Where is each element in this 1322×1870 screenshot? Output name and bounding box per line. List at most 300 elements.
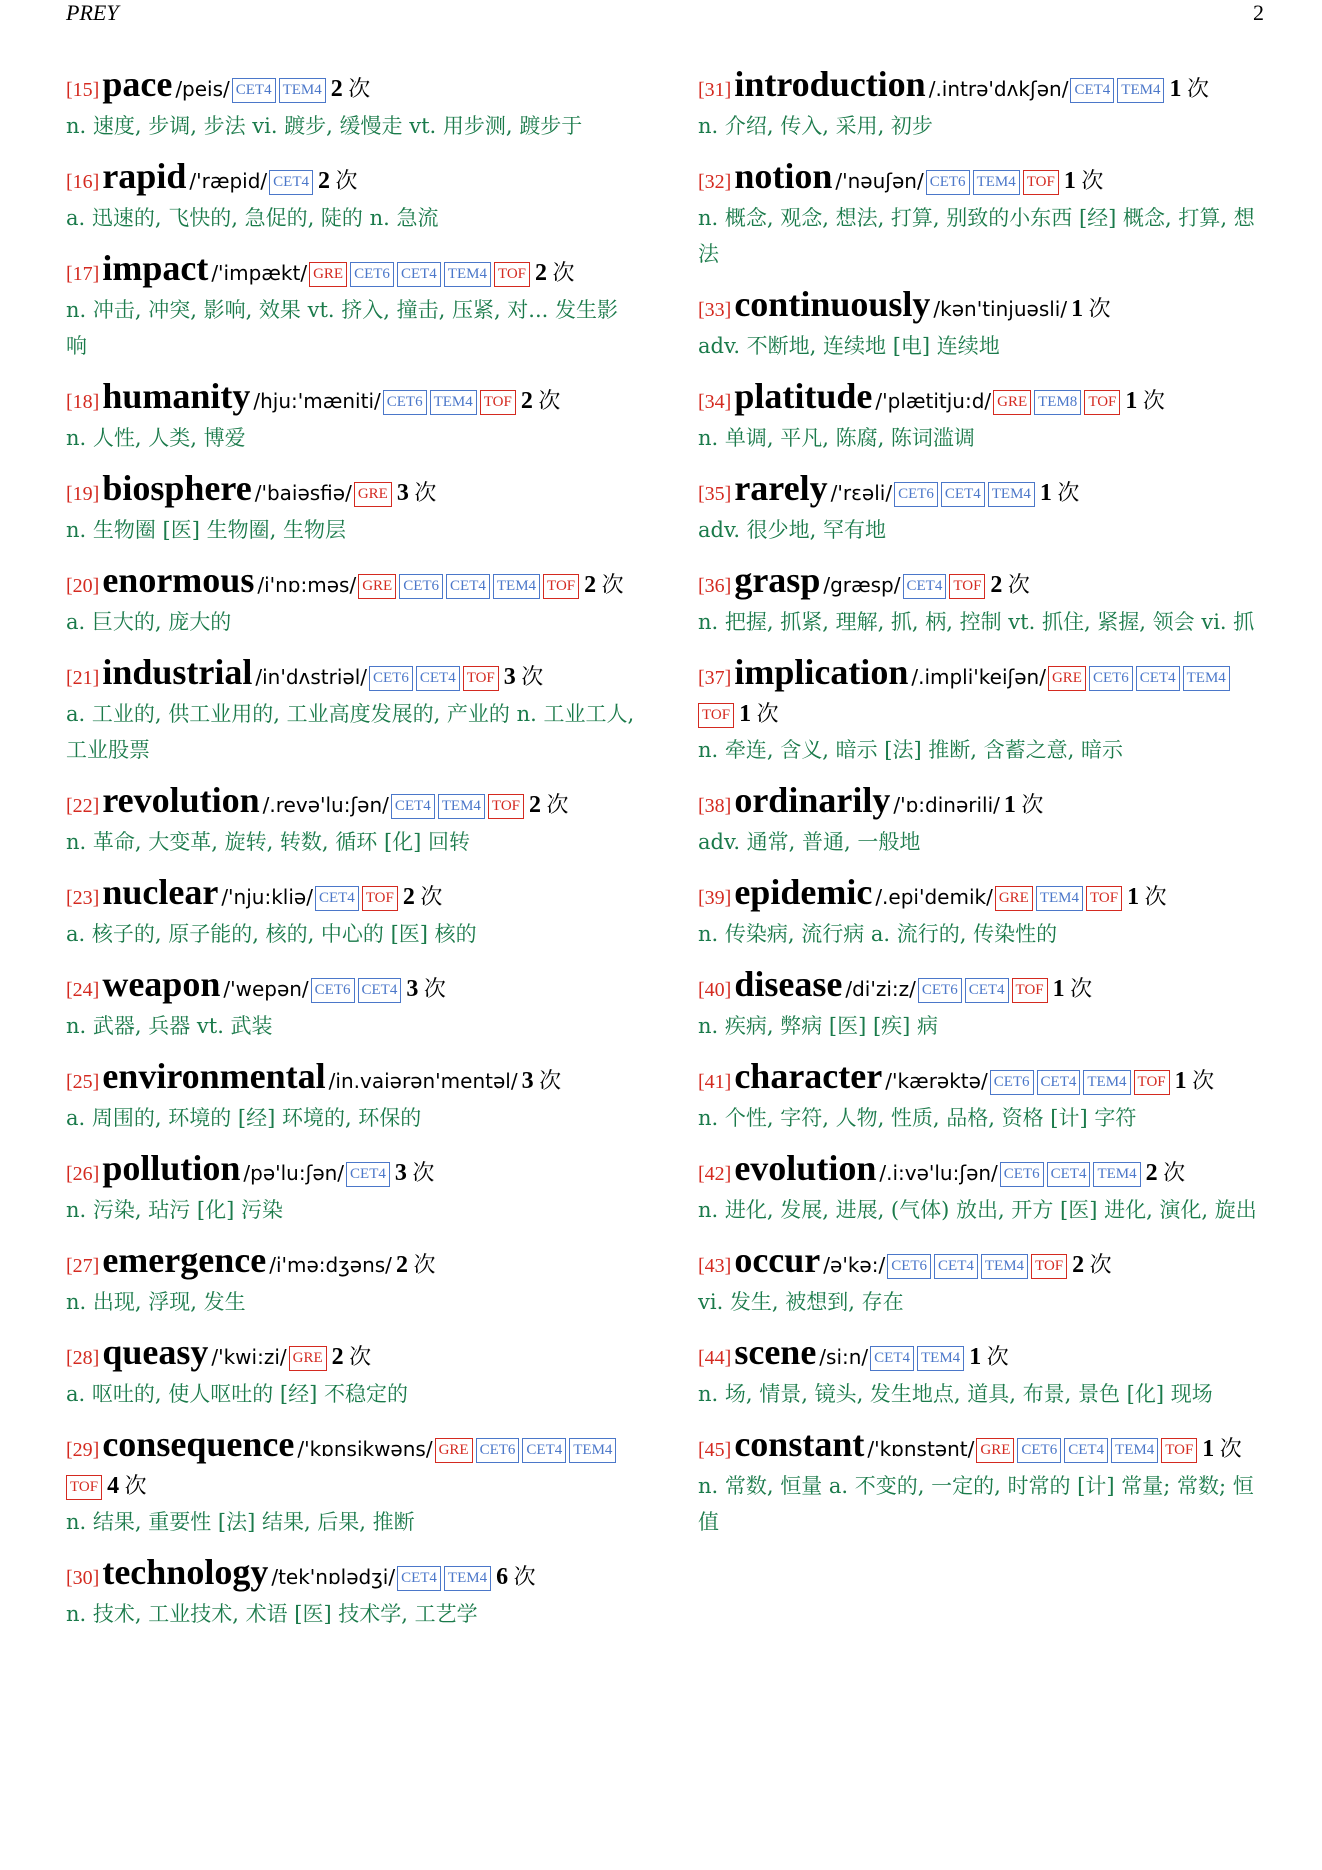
occurrence-count: [331, 76, 371, 101]
exam-tag-badge: CET6: [383, 390, 427, 415]
exam-tag-badge: TOF: [1084, 390, 1120, 415]
exam-tag-badge: TOF: [488, 794, 524, 819]
occurrence-number: 2: [520, 388, 533, 414]
pronunciation: /tek'nɒlədʒi/: [271, 1565, 396, 1589]
occurrence-unit: 次: [521, 664, 544, 689]
dictionary-entry: [698, 1058, 1270, 1136]
occurrence-number: 1: [1003, 792, 1016, 818]
entry-index: [20]: [66, 575, 100, 597]
dictionary-entry: [66, 1058, 638, 1136]
exam-tag-badge: CET6: [311, 978, 355, 1003]
headword: environmental: [102, 1056, 326, 1096]
occurrence-number: 2: [395, 1252, 408, 1278]
occurrence-unit: 次: [1057, 480, 1080, 505]
pronunciation: /i'mə:dʒəns/: [269, 1253, 392, 1277]
occurrence-number: 2: [535, 260, 548, 286]
exam-tag-badge: GRE: [995, 886, 1033, 911]
headword: ordinarily: [734, 780, 891, 820]
dictionary-entry: [698, 378, 1270, 456]
entry-index: [24]: [66, 979, 100, 1001]
dictionary-entry: [698, 66, 1270, 144]
exam-tag-badge: TEM4: [1183, 666, 1230, 691]
pronunciation: /'rɛəli/: [830, 481, 893, 505]
dictionary-entry: [698, 966, 1270, 1044]
entry-index: [30]: [66, 1567, 100, 1589]
entry-index: [15]: [66, 79, 100, 101]
exam-tag-badge: CET6: [926, 170, 970, 195]
exam-tag-badge: CET4: [934, 1254, 978, 1279]
entry-index: [40]: [698, 979, 732, 1001]
exam-tag-badge: TEM4: [438, 794, 485, 819]
occurrence-count: [1040, 480, 1080, 505]
exam-tag-badge: TEM4: [430, 390, 477, 415]
dictionary-entry: [66, 1242, 638, 1320]
pronunciation: /.i:və'lu:ʃən/: [879, 1161, 998, 1185]
pronunciation: /'kɒnstənt/: [867, 1437, 975, 1461]
entry-headline: [66, 66, 638, 108]
entry-headline: [698, 1150, 1270, 1192]
entry-headline: [698, 782, 1270, 824]
entry-index: [28]: [66, 1347, 100, 1369]
pronunciation: /pə'lu:ʃən/: [243, 1161, 345, 1185]
exam-tag-badge: CET4: [391, 794, 435, 819]
exam-tag-badge: CET4: [903, 574, 947, 599]
exam-tag-badge: TOF: [1134, 1070, 1170, 1095]
occurrence-number: 1: [1174, 1068, 1187, 1094]
occurrence-count: [1125, 388, 1165, 413]
occurrence-unit: 次: [552, 260, 575, 285]
definition: n. 概念, 观念, 想法, 打算, 别致的小东西 [经] 概念, 打算, 想法: [698, 206, 1255, 266]
entry-headline: [698, 1242, 1270, 1284]
definition: n. 进化, 发展, 进展, (气体) 放出, 开方 [医] 进化, 演化, 旋出: [698, 1198, 1257, 1222]
entry-headline: [698, 470, 1270, 512]
exam-tag-badge: TEM4: [1083, 1070, 1130, 1095]
occurrence-count: [521, 388, 561, 413]
headword: constant: [734, 1424, 865, 1464]
dictionary-entry: [66, 562, 638, 640]
exam-tag-badge: GRE: [976, 1438, 1014, 1463]
entry-headline: [698, 1334, 1270, 1376]
occurrence-unit: 次: [1070, 976, 1093, 1001]
entry-headline: [66, 562, 638, 604]
dictionary-entry: [698, 1334, 1270, 1412]
definition: n. 疾病, 弊病 [医] [疾] 病: [698, 1014, 939, 1038]
definition: a. 核子的, 原子能的, 核的, 中心的 [医] 核的: [66, 922, 477, 946]
occurrence-count: [107, 1473, 147, 1498]
occurrence-number: 6: [496, 1564, 509, 1590]
exam-tag-badge: CET4: [1070, 78, 1114, 103]
definition: n. 人性, 人类, 博爱: [66, 426, 246, 450]
exam-tag-badge: CET4: [446, 574, 490, 599]
exam-tag-badge: CET6: [1017, 1438, 1061, 1463]
definition: a. 工业的, 供工业用的, 工业高度发展的, 产业的 n. 工业工人, 工业股票: [66, 702, 635, 762]
occurrence-number: 1: [1052, 976, 1065, 1002]
document-title: PREY: [66, 0, 119, 25]
occurrence-count: [403, 884, 443, 909]
occurrence-number: 1: [1202, 1436, 1215, 1462]
entry-index: [43]: [698, 1255, 732, 1277]
definition: a. 呕吐的, 使人呕吐的 [经] 不稳定的: [66, 1382, 408, 1406]
entry-headline: [698, 1058, 1270, 1100]
definition: a. 迅速的, 飞快的, 急促的, 陡的 n. 急流: [66, 206, 439, 230]
occurrence-unit: 次: [414, 480, 437, 505]
exam-tag-badge: TEM4: [988, 482, 1035, 507]
exam-tag-badge: TOF: [698, 703, 734, 728]
page-header: [66, 0, 1264, 30]
occurrence-unit: 次: [349, 1344, 372, 1369]
definition: n. 单调, 平凡, 陈腐, 陈词滥调: [698, 426, 975, 450]
headword: humanity: [102, 376, 251, 416]
occurrence-number: 2: [584, 572, 597, 598]
pronunciation: /'kɒnsikwəns/: [297, 1437, 433, 1461]
exam-tag-badge: CET6: [887, 1254, 931, 1279]
occurrence-number: 1: [739, 701, 752, 727]
entry-headline: [698, 158, 1270, 200]
occurrence-unit: 次: [539, 1068, 562, 1093]
occurrence-count: [1146, 1160, 1186, 1185]
exam-tag-badge: CET4: [397, 1566, 441, 1591]
pronunciation: /græsp/: [823, 573, 901, 597]
occurrence-unit: 次: [348, 76, 371, 101]
exam-tag-badge: CET4: [416, 666, 460, 691]
exam-tag-badge: TEM4: [1111, 1438, 1158, 1463]
left-column: [66, 66, 638, 1646]
pronunciation: /si:n/: [819, 1345, 869, 1369]
entry-headline: [66, 158, 638, 200]
headword: enormous: [102, 560, 255, 600]
entry-headline: [698, 66, 1270, 108]
entry-headline: [66, 470, 638, 512]
headword: grasp: [734, 560, 821, 600]
entry-index: [37]: [698, 667, 732, 689]
exam-tag-badge: CET6: [1089, 666, 1133, 691]
headword: scene: [734, 1332, 817, 1372]
occurrence-number: 2: [318, 168, 330, 194]
entry-headline: [66, 874, 638, 916]
entry-index: [18]: [66, 391, 100, 413]
headword: implication: [734, 652, 909, 692]
exam-tag-badge: CET4: [941, 482, 985, 507]
exam-tag-badge: CET6: [990, 1070, 1034, 1095]
entry-index: [32]: [698, 171, 732, 193]
entry-index: [34]: [698, 391, 732, 413]
pronunciation: /ə'kə:/: [823, 1253, 886, 1277]
exam-tag-badge: CET4: [346, 1162, 390, 1187]
headword: disease: [734, 964, 843, 1004]
occurrence-unit: 次: [1144, 884, 1167, 909]
pronunciation: /'baiəsfiə/: [254, 481, 352, 505]
pronunciation: /'plætitju:d/: [875, 389, 992, 413]
dictionary-entry: [66, 158, 638, 236]
exam-tag-badge: GRE: [358, 574, 396, 599]
pronunciation: /di'zi:z/: [845, 977, 916, 1001]
dictionary-entry: [698, 286, 1270, 364]
occurrence-count: [1175, 1068, 1215, 1093]
occurrence-number: 3: [394, 1160, 407, 1186]
occurrence-number: 2: [529, 792, 541, 818]
pronunciation: /peis/: [175, 77, 230, 101]
occurrence-number: 1: [969, 1344, 982, 1370]
dictionary-entry: [66, 1426, 638, 1540]
dictionary-entry: [66, 1150, 638, 1228]
occurrence-count: [504, 664, 544, 689]
exam-tag-badge: TEM4: [981, 1254, 1028, 1279]
dictionary-entry: [66, 782, 638, 860]
occurrence-number: 3: [503, 664, 516, 690]
entry-headline: [66, 1334, 638, 1376]
headword: pace: [102, 64, 173, 104]
entry-index: [22]: [66, 795, 100, 817]
exam-tag-badge: TOF: [362, 886, 398, 911]
headword: emergence: [102, 1240, 267, 1280]
occurrence-unit: 次: [546, 792, 569, 817]
occurrence-number: 1: [1039, 480, 1052, 506]
definition: n. 冲击, 冲突, 影响, 效果 vt. 挤入, 撞击, 压紧, 对... 发生影响: [66, 298, 619, 358]
occurrence-count: [1127, 884, 1167, 909]
occurrence-unit: 次: [1219, 1436, 1242, 1461]
occurrence-count: [1004, 792, 1044, 817]
occurrence-number: 1: [1071, 296, 1084, 322]
entry-headline: [698, 966, 1270, 1008]
dictionary-entry: [698, 158, 1270, 272]
exam-tag-badge: CET4: [522, 1438, 566, 1463]
entry-index: [41]: [698, 1071, 732, 1093]
definition: n. 常数, 恒量 a. 不变的, 一定的, 时常的 [计] 常量; 常数; 恒值: [698, 1474, 1254, 1534]
dictionary-entry: [698, 1150, 1270, 1228]
entry-index: [16]: [66, 171, 100, 193]
exam-tag-badge: CET6: [476, 1438, 520, 1463]
occurrence-count: [1202, 1436, 1242, 1461]
dictionary-entry: [698, 654, 1270, 768]
pronunciation: /'ræpid/: [189, 169, 268, 193]
dictionary-entry: [698, 470, 1270, 548]
entry-index: [45]: [698, 1439, 732, 1461]
occurrence-count: [969, 1344, 1009, 1369]
occurrence-number: 3: [521, 1068, 534, 1094]
exam-tag-badge: CET4: [232, 78, 276, 103]
pronunciation: /.epi'demik/: [875, 885, 993, 909]
occurrence-unit: 次: [986, 1344, 1009, 1369]
pronunciation: /'nəuʃən/: [835, 169, 924, 193]
entry-index: [23]: [66, 887, 100, 909]
occurrence-number: 2: [1072, 1252, 1085, 1278]
entry-headline: [66, 1150, 638, 1192]
definition: adv. 通常, 普通, 一般地: [698, 830, 921, 854]
entry-headline: [698, 1426, 1270, 1468]
entry-index: [26]: [66, 1163, 100, 1185]
exam-tag-badge: TEM4: [444, 1566, 491, 1591]
dictionary-entry: [66, 378, 638, 456]
headword: queasy: [102, 1332, 209, 1372]
exam-tag-badge: TEM4: [1117, 78, 1164, 103]
exam-tag-badge: TOF: [543, 574, 579, 599]
entry-index: [38]: [698, 795, 732, 817]
exam-tag-badge: CET6: [399, 574, 443, 599]
exam-tag-badge: GRE: [309, 262, 347, 287]
exam-tag-badge: CET4: [1136, 666, 1180, 691]
dictionary-entry: [66, 654, 638, 768]
exam-tag-badge: CET4: [397, 262, 441, 287]
entry-headline: [66, 782, 638, 824]
headword: pollution: [102, 1148, 241, 1188]
dictionary-entry: [66, 966, 638, 1044]
exam-tag-badge: TOF: [949, 574, 985, 599]
pronunciation: /'impækt/: [211, 261, 308, 285]
exam-tag-badge: GRE: [993, 390, 1031, 415]
pronunciation: /hju:'mæniti/: [253, 389, 381, 413]
occurrence-count: [396, 1252, 436, 1277]
exam-tag-badge: CET4: [1047, 1162, 1091, 1187]
occurrence-count: [332, 1344, 372, 1369]
exam-tag-badge: TOF: [480, 390, 516, 415]
entry-headline: [698, 286, 1270, 328]
occurrence-count: [739, 701, 779, 726]
occurrence-unit: 次: [413, 1252, 436, 1277]
occurrence-count: [1169, 76, 1209, 101]
headword: evolution: [734, 1148, 877, 1188]
entry-headline: [66, 1426, 638, 1504]
exam-tag-badge: CET4: [358, 978, 402, 1003]
exam-tag-badge: TEM4: [444, 262, 491, 287]
occurrence-count: [522, 1068, 562, 1093]
definition: n. 介绍, 传入, 采用, 初步: [698, 114, 933, 138]
exam-tag-badge: CET4: [315, 886, 359, 911]
definition: a. 周围的, 环境的 [经] 环境的, 环保的: [66, 1106, 422, 1130]
definition: n. 技术, 工业技术, 术语 [医] 技术学, 工艺学: [66, 1602, 478, 1626]
exam-tag-badge: TEM4: [279, 78, 326, 103]
entry-headline: [698, 378, 1270, 420]
headword: continuously: [734, 284, 931, 324]
occurrence-unit: 次: [1163, 1160, 1186, 1185]
occurrence-count: [529, 792, 569, 817]
occurrence-unit: 次: [1089, 1252, 1112, 1277]
headword: weapon: [102, 964, 221, 1004]
headword: industrial: [102, 652, 253, 692]
entry-index: [44]: [698, 1347, 732, 1369]
occurrence-unit: 次: [1192, 1068, 1215, 1093]
occurrence-count: [1053, 976, 1093, 1001]
occurrence-unit: 次: [1081, 168, 1104, 193]
headword: rapid: [102, 156, 187, 196]
page-number: 2: [1253, 0, 1264, 25]
definition: adv. 不断地, 连续地 [电] 连续地: [698, 334, 1000, 358]
entry-headline: [66, 654, 638, 696]
definition: vi. 发生, 被想到, 存在: [698, 1290, 904, 1314]
headword: notion: [734, 156, 833, 196]
exam-tag-badge: GRE: [354, 482, 392, 507]
occurrence-number: 2: [990, 572, 1003, 598]
pronunciation: /i'nɒ:məs/: [257, 573, 357, 597]
headword: consequence: [102, 1424, 295, 1464]
headword: occur: [734, 1240, 821, 1280]
occurrence-count: [584, 572, 624, 597]
exam-tag-badge: TEM4: [917, 1346, 964, 1371]
entry-index: [19]: [66, 483, 100, 505]
occurrence-unit: 次: [1021, 792, 1044, 817]
occurrence-unit: 次: [1007, 572, 1030, 597]
occurrence-count: [496, 1564, 536, 1589]
pronunciation: /'wepən/: [223, 977, 309, 1001]
definition: a. 巨大的, 庞大的: [66, 610, 232, 634]
headword: biosphere: [102, 468, 252, 508]
entry-headline: [66, 1058, 638, 1100]
definition: n. 速度, 步调, 步法 vi. 踱步, 缓慢走 vt. 用步测, 踱步于: [66, 114, 583, 138]
exam-tag-badge: GRE: [1048, 666, 1086, 691]
occurrence-count: [1064, 168, 1104, 193]
dictionary-entry: [66, 1334, 638, 1412]
entry-index: [42]: [698, 1163, 732, 1185]
entry-headline: [698, 874, 1270, 916]
exam-tag-badge: GRE: [435, 1438, 473, 1463]
occurrence-count: [397, 480, 437, 505]
exam-tag-badge: TOF: [1031, 1254, 1067, 1279]
exam-tag-badge: TOF: [1012, 978, 1048, 1003]
pronunciation: /kən'tinjuəsli/: [933, 297, 1068, 321]
dictionary-entry: [66, 66, 638, 144]
entry-index: [25]: [66, 1071, 100, 1093]
occurrence-unit: 次: [335, 168, 358, 193]
pronunciation: /'ɒ:dinərili/: [893, 793, 1000, 817]
occurrence-count: [535, 260, 575, 285]
exam-tag-badge: TOF: [494, 262, 530, 287]
exam-tag-badge: CET6: [369, 666, 413, 691]
occurrence-number: 2: [1145, 1160, 1158, 1186]
occurrence-unit: 次: [538, 388, 561, 413]
headword: epidemic: [734, 872, 873, 912]
occurrence-unit: 次: [513, 1564, 536, 1589]
pronunciation: /.impli'keiʃən/: [911, 665, 1046, 689]
headword: nuclear: [102, 872, 219, 912]
exam-tag-badge: CET6: [894, 482, 938, 507]
exam-tag-badge: TOF: [1086, 886, 1122, 911]
right-column: [698, 66, 1270, 1554]
entry-headline: [66, 378, 638, 420]
definition: n. 传染病, 流行病 a. 流行的, 传染性的: [698, 922, 1058, 946]
pronunciation: /'nju:kliə/: [221, 885, 313, 909]
dictionary-entry: [66, 250, 638, 364]
pronunciation: /in'dʌstriəl/: [255, 665, 368, 689]
exam-tag-badge: CET4: [870, 1346, 914, 1371]
dictionary-entry: [698, 1426, 1270, 1540]
exam-tag-badge: CET4: [269, 170, 313, 195]
entry-index: [21]: [66, 667, 100, 689]
entry-headline: [66, 966, 638, 1008]
exam-tag-badge: CET4: [1037, 1070, 1081, 1095]
definition: n. 生物圈 [医] 生物圈, 生物层: [66, 518, 346, 542]
occurrence-count: [1072, 1252, 1112, 1277]
definition: n. 牵连, 含义, 暗示 [法] 推断, 含蓄之意, 暗示: [698, 738, 1124, 762]
exam-tag-badge: TEM8: [1034, 390, 1081, 415]
occurrence-unit: 次: [756, 701, 779, 726]
definition: n. 场, 情景, 镜头, 发生地点, 道具, 布景, 景色 [化] 现场: [698, 1382, 1213, 1406]
exam-tag-badge: CET6: [1000, 1162, 1044, 1187]
pronunciation: /.revə'lu:ʃən/: [262, 793, 389, 817]
headword: character: [734, 1056, 883, 1096]
dictionary-entry: [698, 782, 1270, 860]
definition: n. 把握, 抓紧, 理解, 抓, 柄, 控制 vt. 抓住, 紧握, 领会 vi. 抓: [698, 610, 1255, 634]
headword: rarely: [734, 468, 828, 508]
occurrence-unit: 次: [423, 976, 446, 1001]
headword: technology: [102, 1552, 269, 1592]
occurrence-count: [1071, 296, 1111, 321]
definition: adv. 很少地, 罕有地: [698, 518, 887, 542]
entry-index: [17]: [66, 263, 100, 285]
entry-headline: [66, 1242, 638, 1284]
occurrence-number: 2: [331, 1344, 344, 1370]
occurrence-unit: 次: [124, 1473, 147, 1498]
occurrence-number: 1: [1125, 388, 1138, 414]
entry-headline: [66, 1554, 638, 1596]
